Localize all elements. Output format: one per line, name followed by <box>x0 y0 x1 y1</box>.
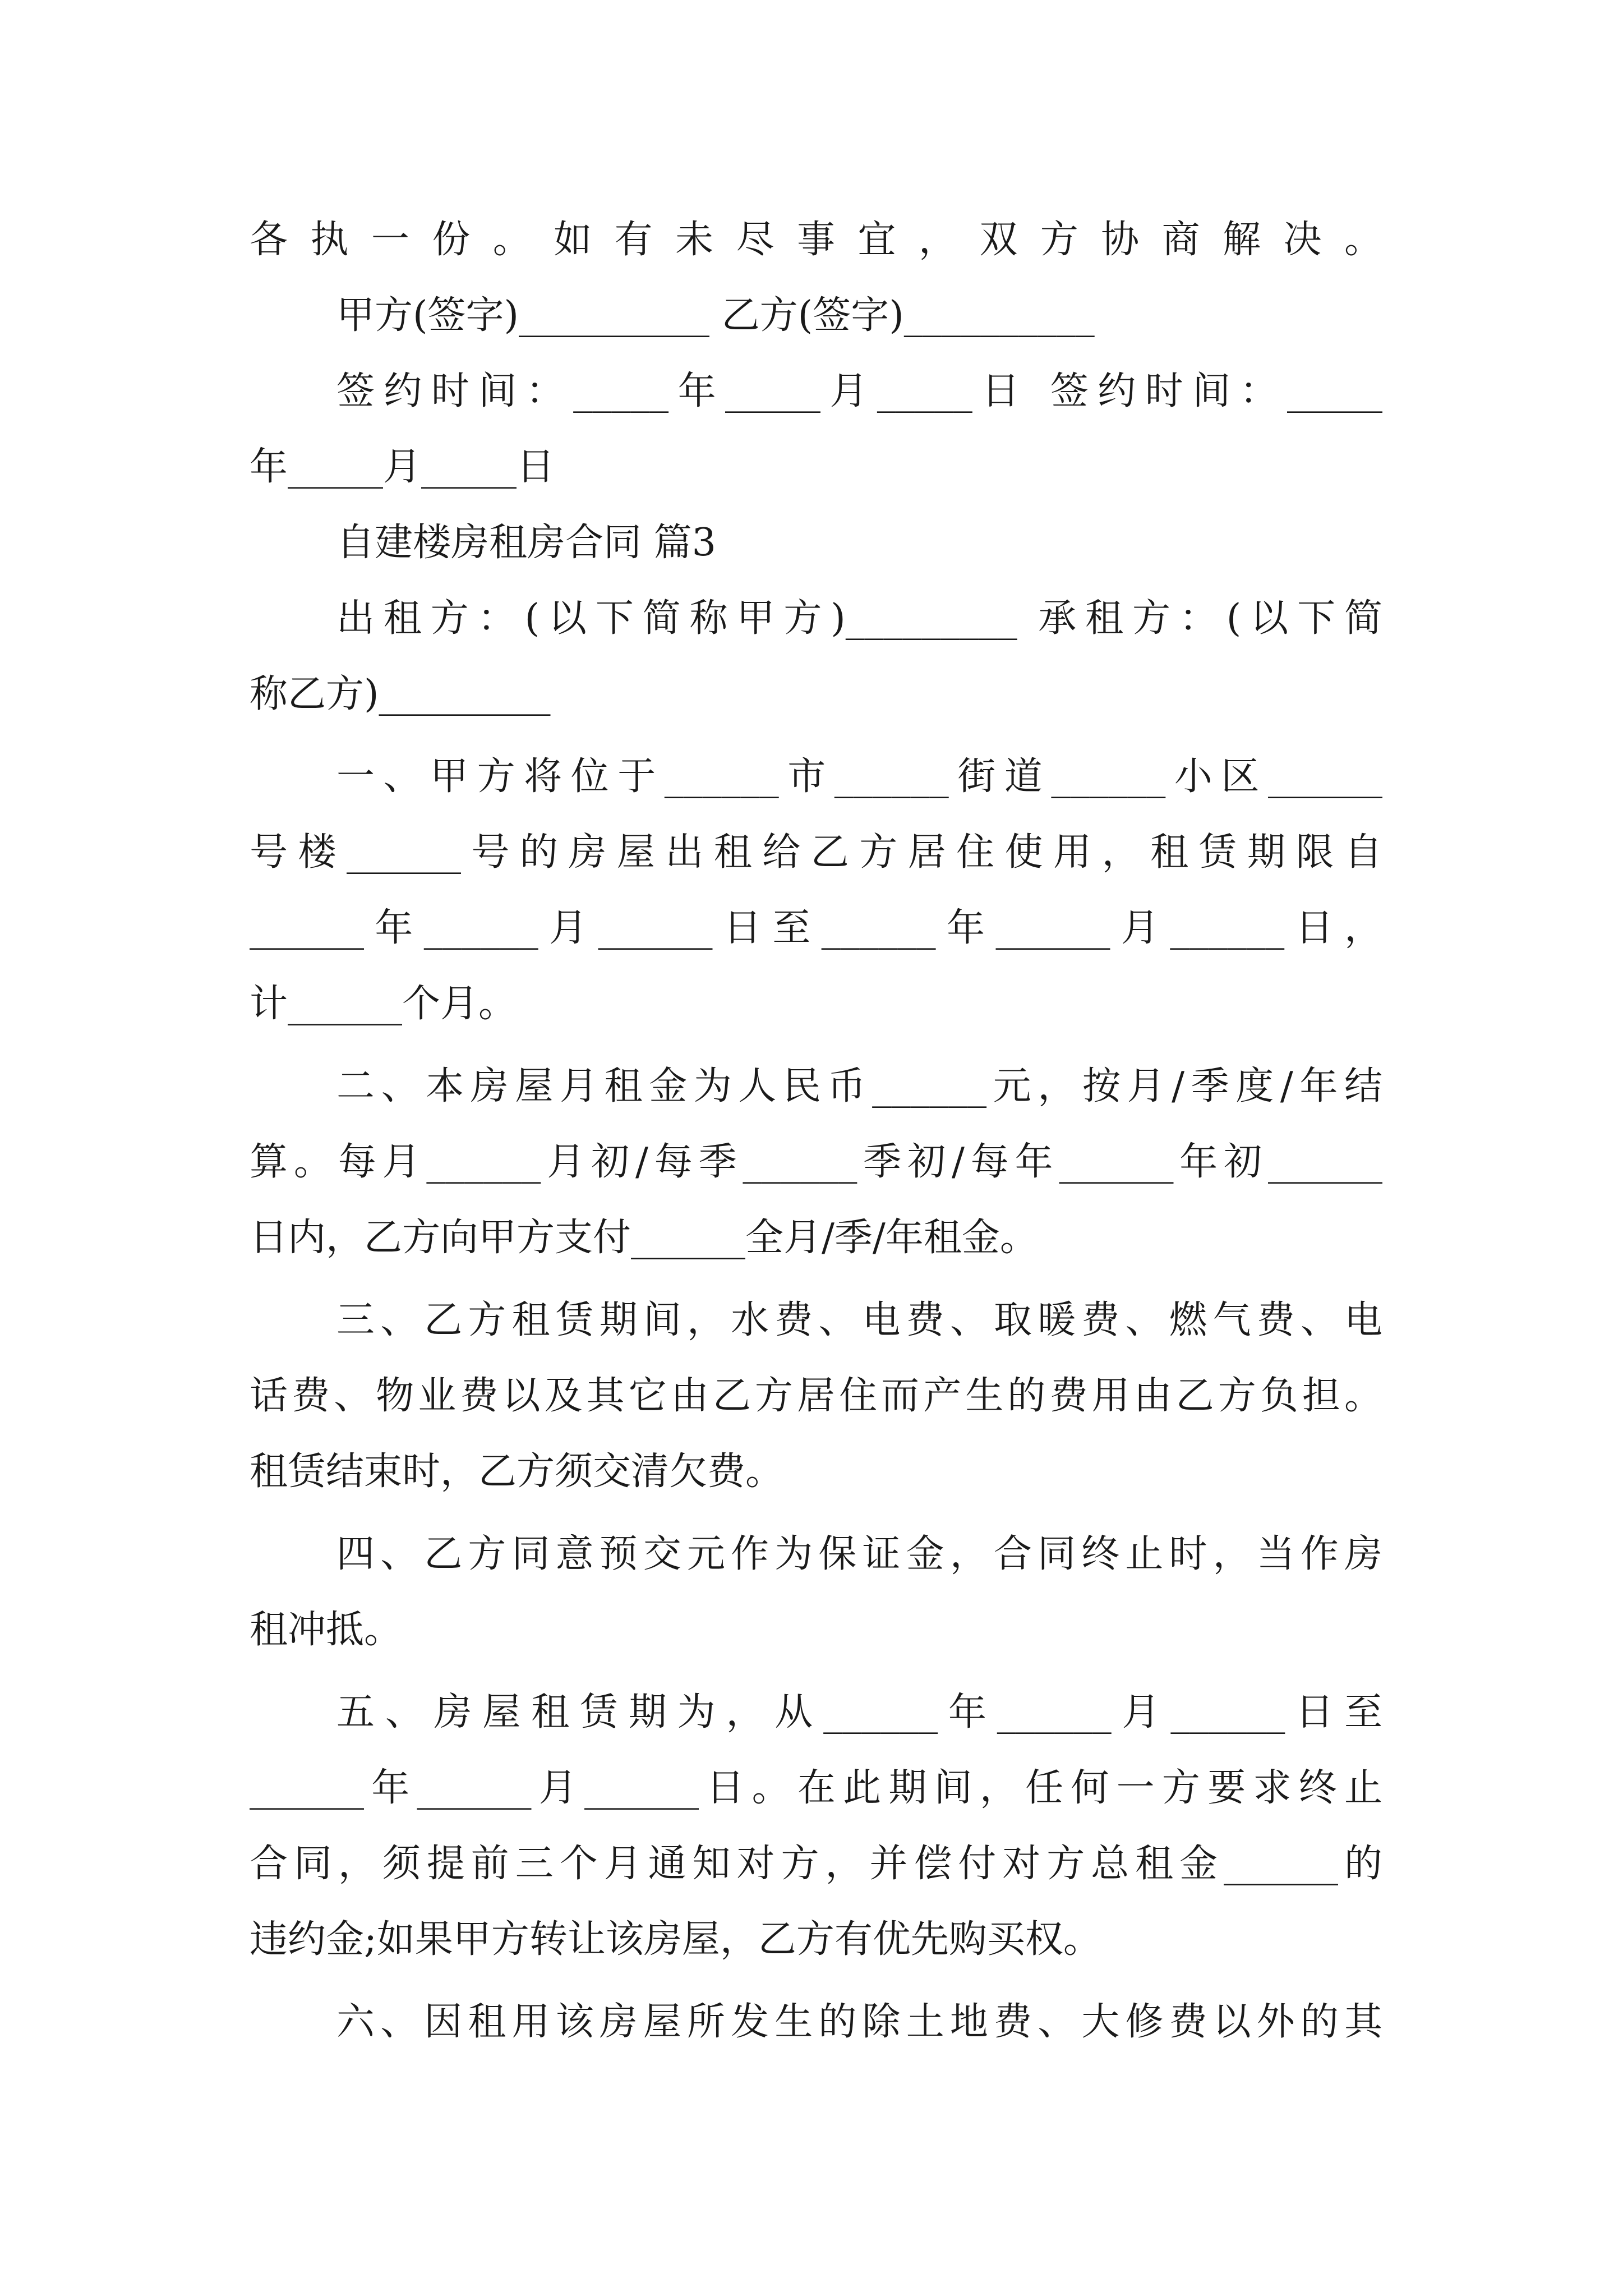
clause-1-line: 一、甲方将位于______市______街道______小区______ <box>336 754 1382 799</box>
clause-5-line: 五、房屋租赁期为，从______年______月______日至 <box>336 1690 1382 1734</box>
clause-4-line: 四、乙方同意预交元作为保证金，合同终止时，当作房 <box>336 1532 1382 1576</box>
clause-2-line: 算。每月______月初/每季______季初/每年______年初______ <box>250 1140 1382 1184</box>
text-line: 年_____月_____日 <box>250 445 555 489</box>
text-line: 出租方：(以下简称甲方)_________ 承租方：(以下简 <box>336 596 1382 641</box>
clause-3-line: 三、乙方租赁期间，水费、电费、取暖费、燃气费、电 <box>336 1298 1382 1342</box>
clause-2-line: 日内，乙方向甲方支付______全月/季/年租金。 <box>250 1216 1038 1260</box>
signature-line: 甲方(签字)__________ 乙方(签字)__________ <box>336 293 1095 338</box>
clause-1-line: 计______个月。 <box>250 982 517 1026</box>
text-line: 各执一份。如有未尽事宜，双方协商解决。 <box>250 218 1382 262</box>
clause-1-line: 号楼______号的房屋出租给乙方居住使用，租赁期限自 <box>250 830 1382 875</box>
clause-2-line: 二、本房屋月租金为人民币______元，按月/季度/年结 <box>336 1064 1382 1108</box>
signing-date-line: 签约时间：_____年_____月_____日 签约时间：_____ <box>336 369 1382 413</box>
text-line: 称乙方)_________ <box>250 672 551 716</box>
clause-5-line: 违约金;如果甲方转让该房屋，乙方有优先购买权。 <box>250 1917 1101 1962</box>
clause-3-line: 租赁结束时，乙方须交清欠费。 <box>250 1450 784 1494</box>
clause-1-line: ______年______月______日至______年______月______日， <box>250 906 1382 950</box>
clause-3-line: 话费、物业费以及其它由乙方居住而产生的费用由乙方负担。 <box>250 1374 1382 1418</box>
clause-6-line: 六、因租用该房屋所发生的除土地费、大修费以外的其 <box>336 2000 1382 2044</box>
section-heading: 自建楼房租房合同 篇3 <box>336 521 716 565</box>
clause-4-line: 租冲抵。 <box>250 1608 403 1652</box>
clause-5-line: ______年______月______日。在此期间，任何一方要求终止 <box>250 1766 1382 1810</box>
clause-5-line: 合同，须提前三个月通知对方，并偿付对方总租金______的 <box>250 1842 1382 1886</box>
